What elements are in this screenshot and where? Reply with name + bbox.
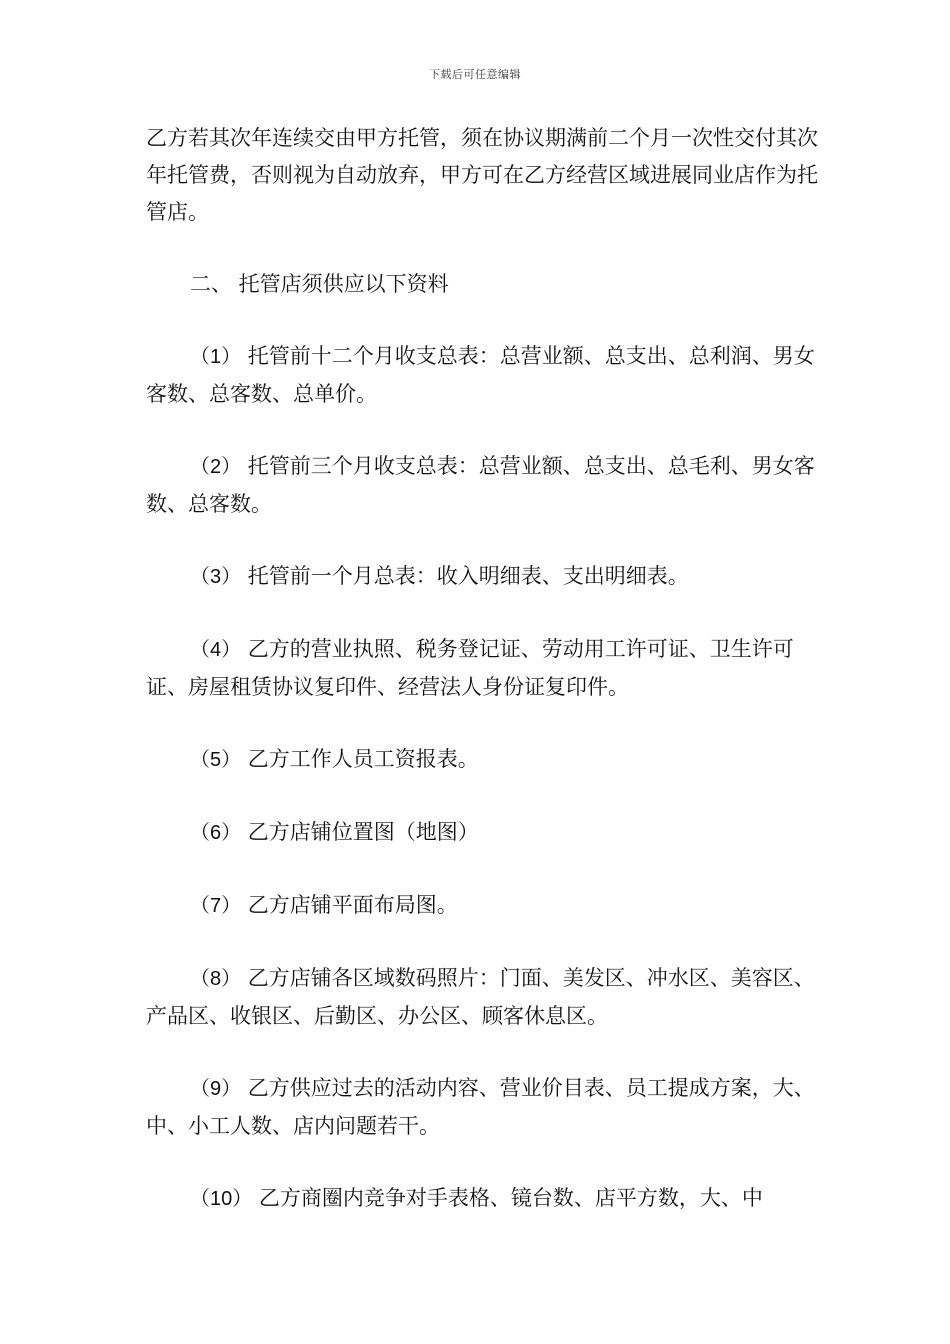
list-item-number: （8）	[190, 968, 242, 990]
list-item	[146, 960, 826, 1035]
list-item	[146, 1180, 826, 1218]
list-item-text: 乙方的营业执照、税务登记证、劳动用工许可证、卫生许可证、房屋租赁协议复印件、经营法人身份证复印件。	[146, 637, 794, 699]
list-item-text: 乙方商圈内竞争对手表格、镜台数、店平方数，大、中	[252, 1186, 763, 1210]
list-item	[146, 814, 826, 852]
list-item-number: （10）	[190, 1188, 253, 1210]
list-item-text: 托管前十二个月收支总表：总营业额、总支出、总利润、男女客数、总客数、总单价。	[146, 344, 815, 406]
page-header: 下载后可任意编辑	[429, 68, 521, 81]
list-item-number: （4）	[190, 639, 242, 661]
list-item-number: （5）	[190, 749, 242, 771]
list-item	[146, 887, 826, 925]
list-item	[146, 558, 826, 596]
list-item	[146, 448, 826, 523]
list-item-number: （3）	[190, 566, 242, 588]
list-item-text: 乙方工作人员工资报表。	[241, 747, 479, 771]
list-item	[146, 631, 826, 706]
paragraph-continuation: 乙方若其次年连续交由甲方托管，须在协议期满前二个月一次性交付其次年托管费，否则视为自动放弃，甲方可在乙方经营区域进展同业店作为托管店。	[146, 126, 818, 224]
list-item-text: 乙方供应过去的活动内容、营业价目表、员工提成方案，大、中、小工人数、店内问题若干。	[146, 1076, 815, 1138]
document-body	[146, 120, 826, 1253]
list-item-text: 托管前一个月总表：收入明细表、支出明细表。	[241, 564, 689, 588]
list-item	[146, 741, 826, 779]
list-item-text: 托管前三个月收支总表：总营业额、总支出、总毛利、男女客数、总客数。	[146, 454, 815, 516]
list-item-number: （6）	[190, 822, 242, 844]
list-item-text: 乙方店铺位置图（地图）	[241, 820, 479, 844]
section-heading: 二、 托管店须供应以下资料	[190, 272, 449, 296]
list-item-number: （1）	[190, 346, 242, 368]
list-item-number: （9）	[190, 1078, 242, 1100]
list-item-text: 乙方店铺各区域数码照片：门面、美发区、冲水区、美容区、产品区、收银区、后勤区、办公区、顾客休息区。	[146, 966, 815, 1028]
list-item	[146, 1070, 826, 1145]
list-item-text: 乙方店铺平面布局图。	[241, 893, 458, 917]
list-item	[146, 338, 826, 413]
list-item-number: （7）	[190, 895, 242, 917]
list-item-number: （2）	[190, 456, 242, 478]
